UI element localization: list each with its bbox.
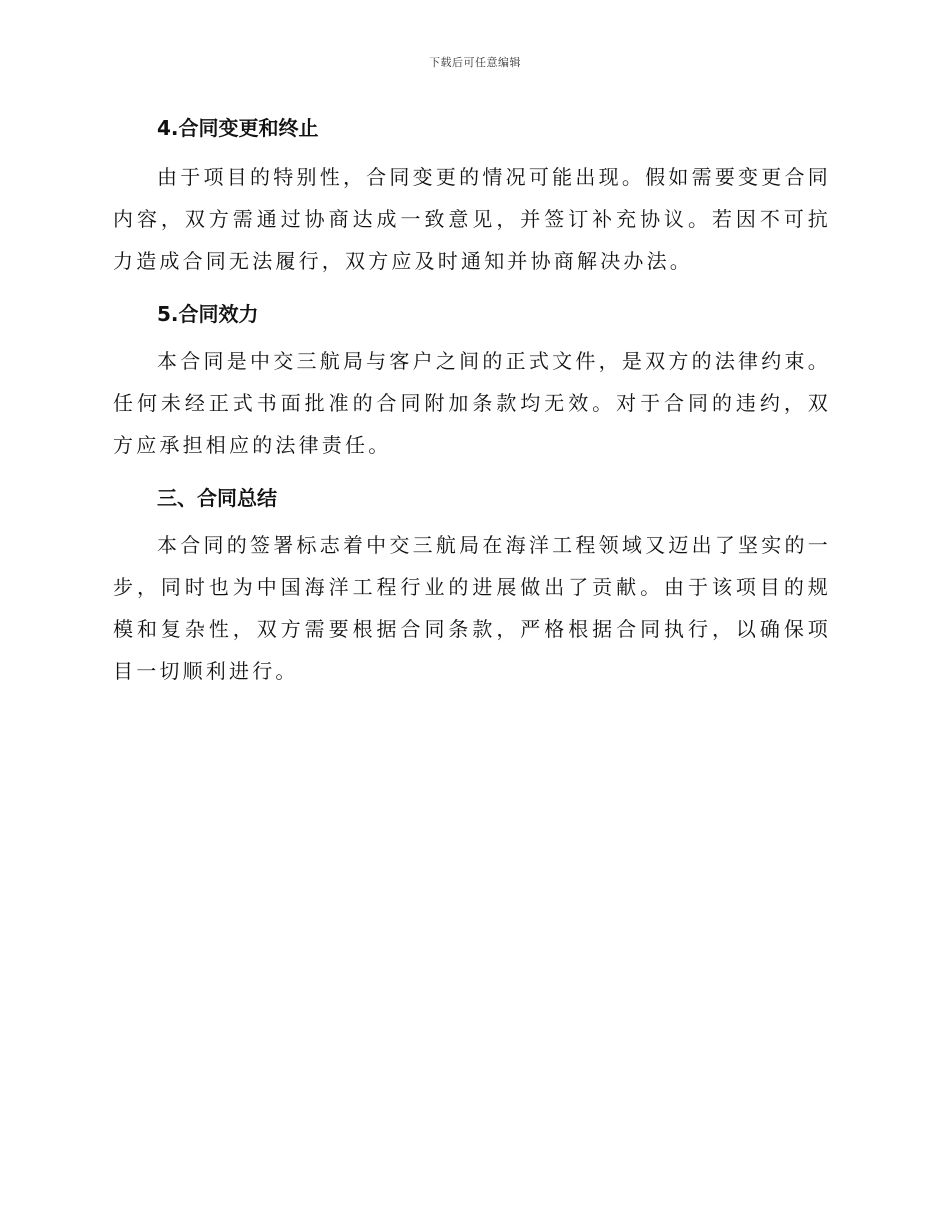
section-heading-contract-change: 4.合同变更和终止 (157, 116, 319, 140)
section-heading-contract-summary: 三、合同总结 (157, 486, 277, 510)
section-heading-contract-validity: 5.合同效力 (157, 302, 259, 326)
page-header-note: 下载后可任意编辑 (429, 56, 521, 69)
section-body-contract-change: 由于项目的特别性，合同变更的情况可能出现。假如需要变更合同内容，双方需通过协商达成一致意见，并签订补充协议。若因不可抗力造成合同无法履行，双方应及时通知并协商解决办法。 (113, 165, 831, 273)
section-body-contract-validity: 本合同是中交三航局与客户之间的正式文件，是双方的法律约束。任何未经正式书面批准的合同附加条款均无效。对于合同的违约，双方应承担相应的法律责任。 (113, 349, 831, 457)
section-body-contract-summary: 本合同的签署标志着中交三航局在海洋工程领域又迈出了坚实的一步，同时也为中国海洋工程行业的进展做出了贡献。由于该项目的规模和复杂性，双方需要根据合同条款，严格根据合同执行，以确保项目一切顺利进行。 (113, 533, 831, 683)
document-body (113, 112, 831, 692)
